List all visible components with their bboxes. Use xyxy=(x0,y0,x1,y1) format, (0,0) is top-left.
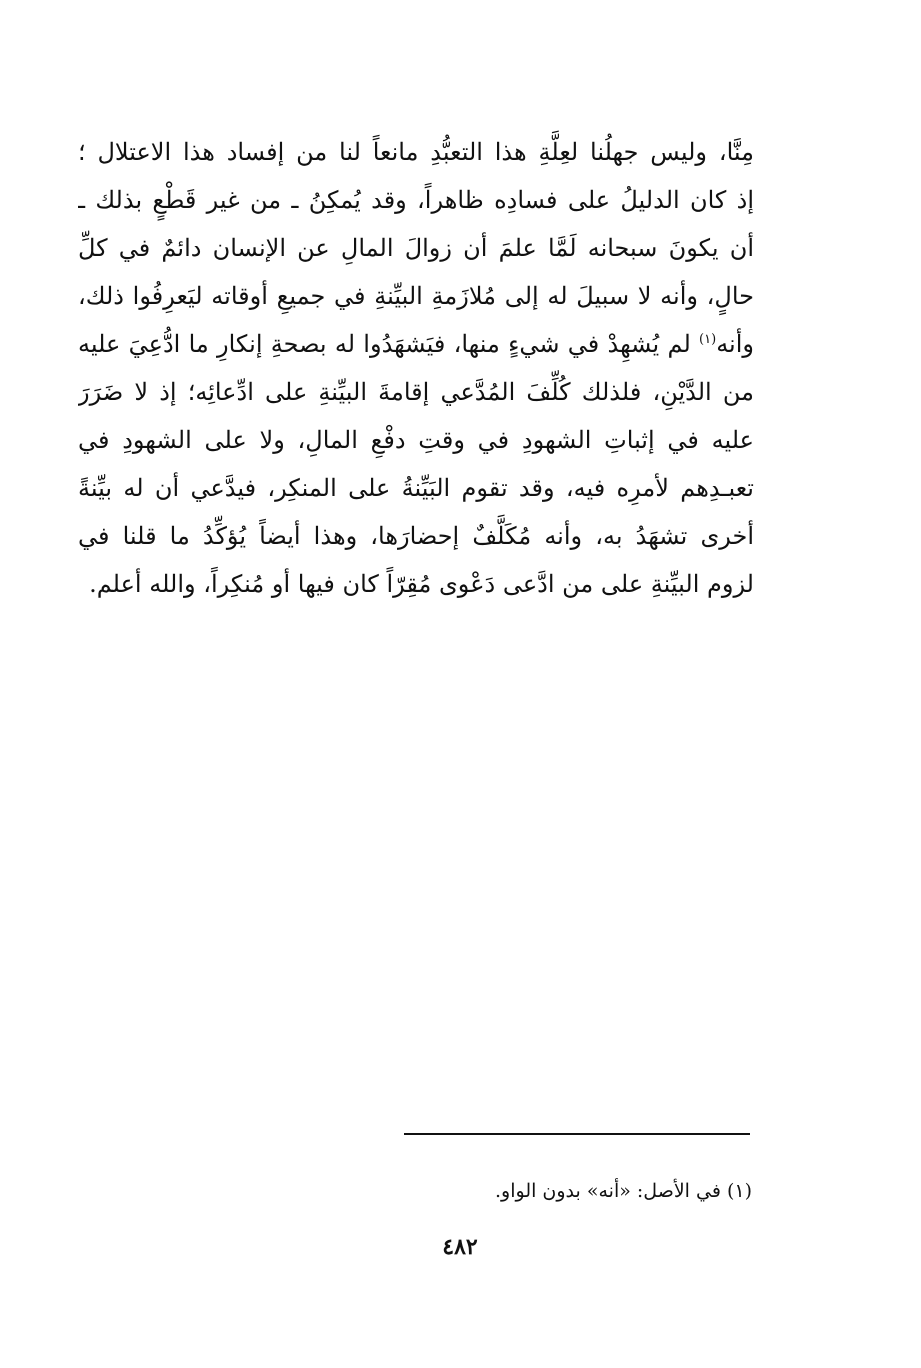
text-line-2: إذ كان الدليلُ على فسادِه ظاهراً، وقد يُمكِنُ ـ من غير قَطْعٍ بذلك ـ xyxy=(78,186,754,214)
line-remainder: لم يُشهِدْ في شيءٍ منها، فيَشهَدُوا له بصحةِ إنكارِ ما ادُّعِيَ عليه xyxy=(78,330,700,358)
text-line-6: من الدَّيْنِ، فلذلك كُلِّفَ المُدَّعي إقامةَ البيِّنةِ على ادِّعائِه؛ إذ لا ضَرَرَ xyxy=(78,378,754,406)
page-number: ٤٨٢ xyxy=(442,1234,478,1260)
text-line-8: تعبـدِهم لأمرِه فيه، وقد تقوم البَيِّنةُ على المنكِر، فيدَّعي أن له بيِّنةً xyxy=(78,474,754,502)
text-line-4: حالٍ، وأنه لا سبيلَ له إلى مُلازَمةِ البيِّنةِ في جميعِ أوقاته ليَعرِفُوا ذلك، xyxy=(78,282,754,310)
footnote: (١) في الأصل: «أنه» بدون الواو. xyxy=(495,1180,752,1202)
footnote-divider xyxy=(404,1133,750,1135)
text-line-1: مِنَّا، وليس جهلُنا لعِلَّةِ هذا التعبُّدِ مانعاً لنا من إفساد هذا الاعتلال ؛ xyxy=(78,138,754,166)
footnote-anchor-word: وأنه xyxy=(716,330,754,358)
text-line-3: أن يكونَ سبحانه لَمَّا علمَ أن زوالَ المالِ عن الإنسان دائمٌ في كلِّ xyxy=(78,234,754,262)
text-line-10: لزوم البيِّنةِ على من ادَّعى دَعْوى مُقِرّاً كان فيها أو مُنكِراً، والله أعلم. xyxy=(89,570,754,598)
text-line-7: عليه في إثباتِ الشهودِ في وقتِ دفْعِ المالِ، ولا على الشهودِ في xyxy=(78,426,754,454)
footnote-marker: (١) xyxy=(699,332,717,347)
main-text xyxy=(78,128,754,608)
text-line-5 xyxy=(78,320,754,368)
text-line-9: أخرى تشهَدُ به، وأنه مُكَلَّفٌ إحضارَها، وهذا أيضاً يُؤكِّدُ ما قلنا في xyxy=(78,522,754,550)
